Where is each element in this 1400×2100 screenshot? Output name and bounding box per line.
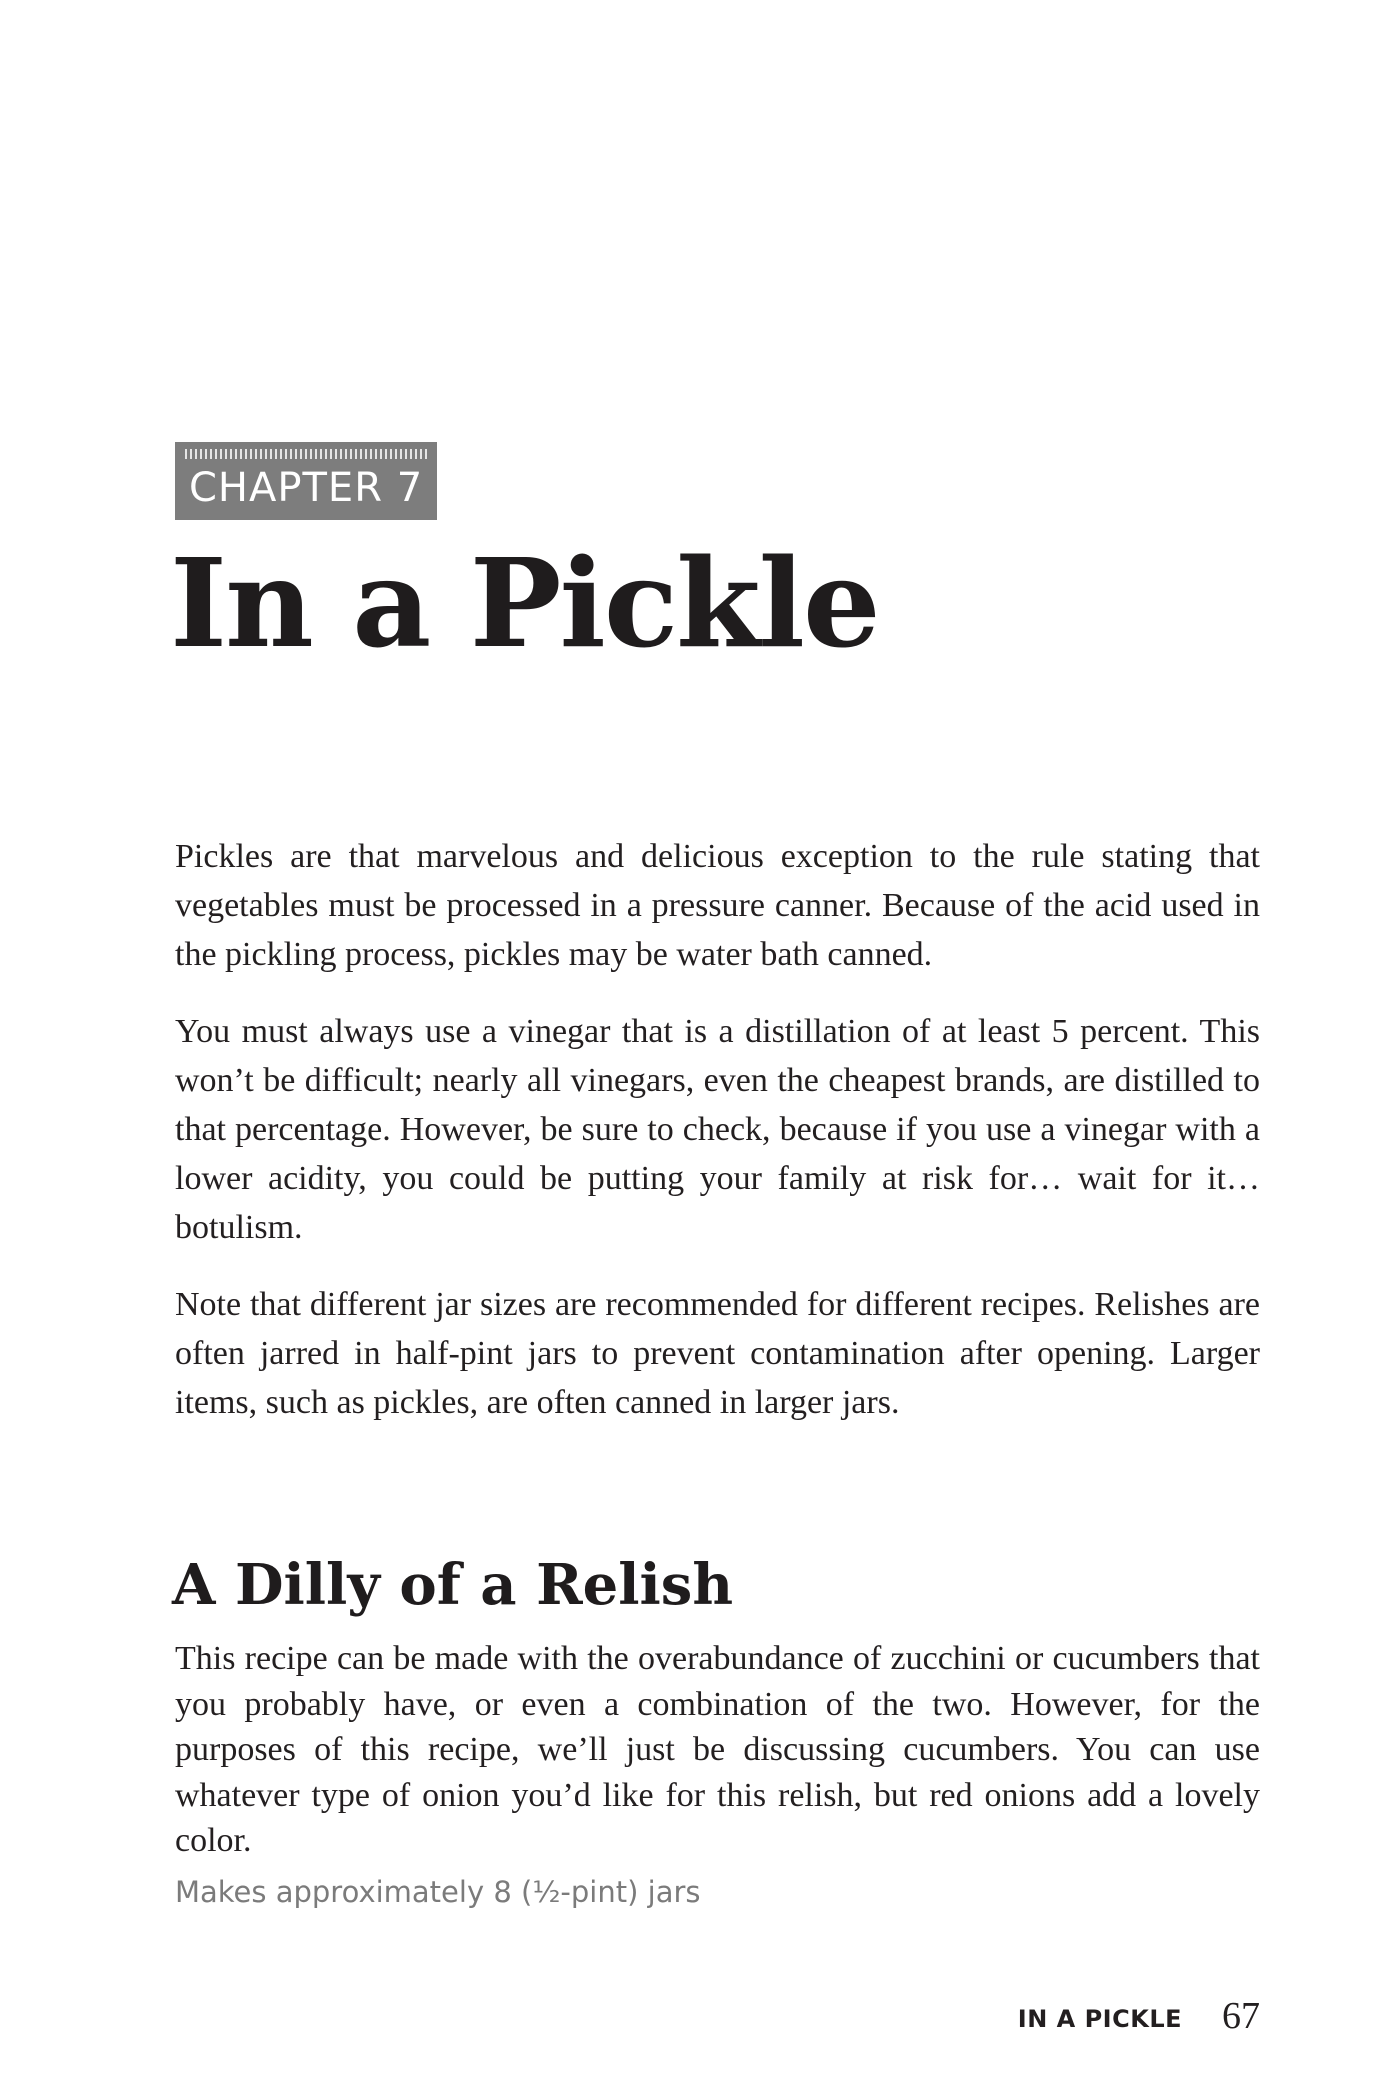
chapter-title: In a Pickle [170,531,879,675]
page-footer [1017,1995,1260,2037]
recipe-section [175,1636,1260,1914]
running-head-title: IN A PICKLE [1017,2005,1182,2033]
recipe-title: A Dilly of a Relish [172,1552,734,1618]
intro-paragraph: Pickles are that marvelous and delicious exception to the rule stating that vegetables must be processed in a pressure canner. Because of the acid used in the pickling process, pickles may be water bath canned. [175,838,1260,973]
chapter-label: CHAPTER 7 [189,465,424,511]
chapter-badge [175,442,437,520]
page-number: 67 [1222,1995,1260,2037]
recipe-description: This recipe can be made with the overabundance of zucchini or cucumbers that you probably have, or even a combination of the two. However, for the purposes of this recipe, we’ll just be discussing cucumbers. You can use whatever type of onion you’d like for this relish, but red onions add a lovely color. [175,1640,1260,1859]
chapter-intro [175,832,1260,1455]
intro-paragraph: Note that different jar sizes are recommended for different recipes. Relishes are often jarred in half-pint jars to prevent contamination after opening. Larger items, such as pickles, are often canned in larger jars. [175,1286,1260,1421]
chapter-badge-tick-rule [185,449,427,459]
intro-paragraph: You must always use a vinegar that is a distillation of at least 5 percent. This won’t be difficult; nearly all vinegars, even the cheapest brands, are distilled to that percentage. However, be sure to check, because if you use a vinegar with a lower acidity, you could be putting your family at risk for… wait for it…botulism. [175,1013,1260,1246]
recipe-yield: Makes approximately 8 (½-pint) jars [175,1874,701,1909]
